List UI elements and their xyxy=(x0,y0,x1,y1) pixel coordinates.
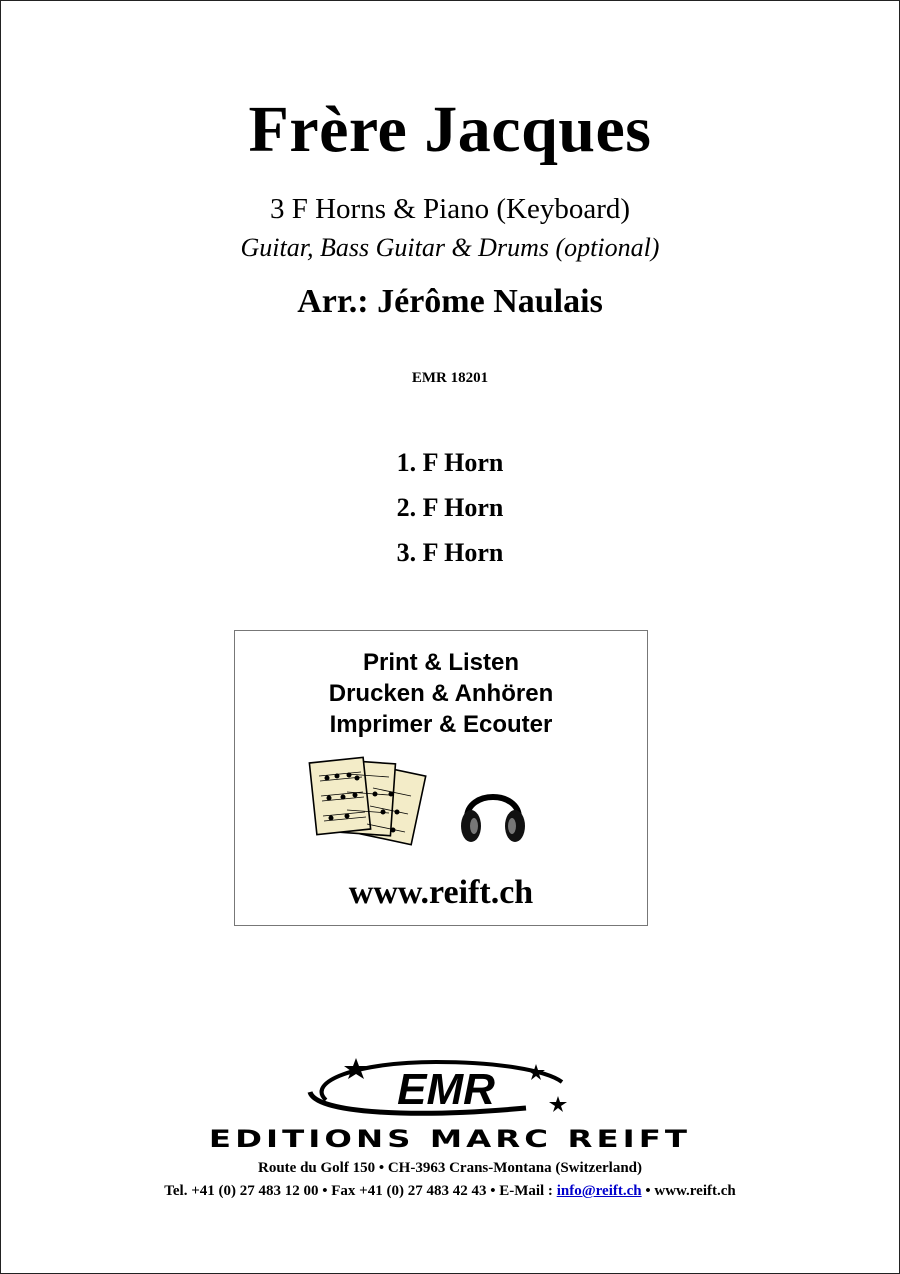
optional-instruments: Guitar, Bass Guitar & Drums (optional) xyxy=(240,233,660,262)
promo-website: www.reift.ch xyxy=(348,874,534,911)
headphones-icon xyxy=(457,776,529,848)
parts-list xyxy=(0,440,900,575)
promo-line-german: Drucken & Anhören xyxy=(328,680,554,707)
part-item: 3. F Horn xyxy=(396,538,504,567)
contact-phone-fax: Tel. +41 (0) 27 483 12 00 • Fax +41 (0) 27 483 42 43 • E-Mail : xyxy=(164,1183,557,1199)
part-item: 2. F Horn xyxy=(396,493,504,522)
publisher-address: Route du Golf 150 • CH-3963 Crans-Montana (Switzerland) xyxy=(258,1160,642,1176)
part-item: 1. F Horn xyxy=(396,448,504,477)
piece-title: Frère Jacques xyxy=(248,93,652,166)
instrumentation: 3 F Horns & Piano (Keyboard) xyxy=(269,193,631,225)
publisher-name: EDITIONS MARC REIFT xyxy=(208,1125,692,1153)
emr-logo xyxy=(296,1052,576,1122)
emr-logo-text: EMR xyxy=(397,1065,495,1114)
sheet-music-icon xyxy=(307,754,437,858)
contact-website: • www.reift.ch xyxy=(641,1183,736,1199)
print-listen-box xyxy=(234,630,648,926)
email-link[interactable]: info@reift.ch xyxy=(556,1183,642,1199)
publisher-contact xyxy=(0,1183,900,1200)
promo-line-english: Print & Listen xyxy=(362,649,519,676)
promo-line-french: Imprimer & Ecouter xyxy=(329,711,553,738)
arranger: Arr.: Jérôme Naulais xyxy=(297,283,603,320)
catalog-number: EMR 18201 xyxy=(411,370,489,386)
